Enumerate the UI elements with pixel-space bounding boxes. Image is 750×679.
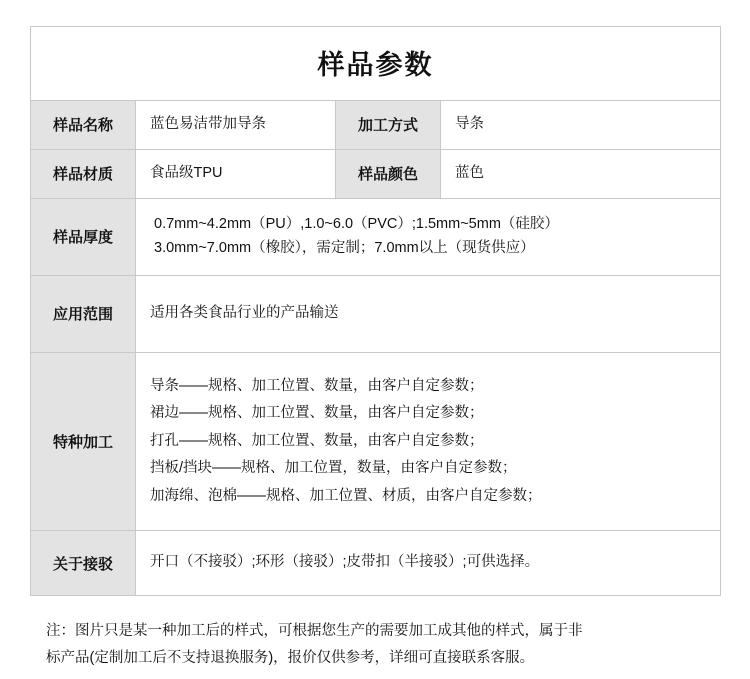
row-value-process-method: 导条 [441,101,721,150]
row-label-special-processing: 特种加工 [31,352,136,531]
row-label-application: 应用范围 [31,275,136,352]
row-value-special-processing [136,352,721,531]
table-row [31,198,721,275]
thickness-line: 0.7mm~4.2mm（PU）,1.0~6.0（PVC）;1.5mm~5mm（硅胶） [154,215,559,232]
table-row [31,149,721,198]
special-line: 打孔——规格、加工位置、数量，由客户自定参数； [150,432,484,449]
table-row [31,352,721,531]
row-value-thickness [136,198,721,275]
special-line: 导条——规格、加工位置、数量，由客户自定参数； [150,377,484,394]
row-label-sample-material: 样品材质 [31,149,136,198]
special-line: 加海绵、泡棉——规格、加工位置、材质，由客户自定参数； [150,487,542,504]
special-line: 挡板/挡块——规格、加工位置，数量，由客户自定参数； [150,460,517,477]
table-row [31,531,721,596]
footer-note-line: 标产品(定制加工后不支持退换服务)，报价仅供参考，详细可直接联系客服。 [46,650,535,667]
special-line: 裙边——规格、加工位置、数量，由客户自定参数； [150,405,484,422]
thickness-line: 3.0mm~7.0mm（橡胶），需定制；7.0mm以上（现货供应） [154,239,535,256]
row-label-sample-name: 样品名称 [31,101,136,150]
table-row [31,101,721,150]
row-value-joint: 开口（不接驳）;环形（接驳）;皮带扣（半接驳）;可供选择。 [136,531,721,596]
row-label-process-method: 加工方式 [336,101,441,150]
table-row [31,275,721,352]
spec-table [30,26,721,596]
row-value-sample-material: 食品级TPU [136,149,336,198]
row-label-joint: 关于接驳 [31,531,136,596]
row-value-sample-name: 蓝色易洁带加导条 [136,101,336,150]
row-label-thickness: 样品厚度 [31,198,136,275]
table-row-title [31,27,721,101]
row-label-sample-color: 样品颜色 [336,149,441,198]
row-value-application: 适用各类食品行业的产品输送 [136,275,721,352]
footer-note-line: 注：图片只是某一种加工后的样式，可根据您生产的需要加工成其他的样式，属于非 [46,623,583,640]
page-title: 样品参数 [31,27,721,101]
footer-note [46,618,706,672]
row-value-sample-color: 蓝色 [441,149,721,198]
